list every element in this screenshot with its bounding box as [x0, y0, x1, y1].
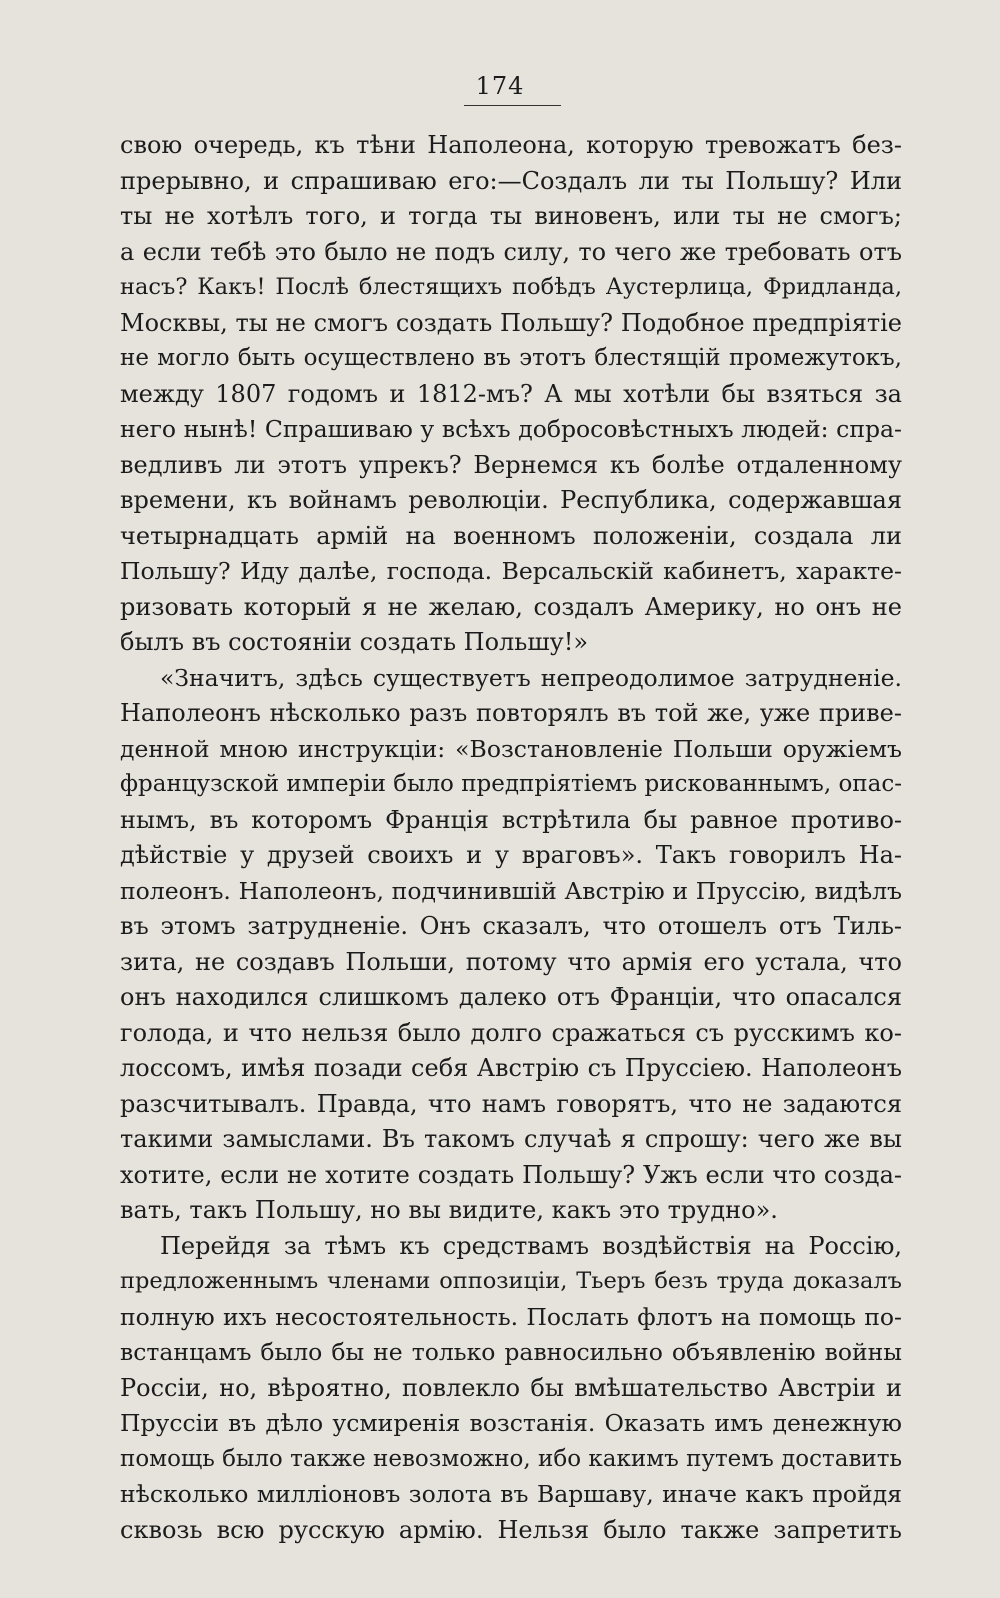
text-line: ризовать который я не желаю, создалъ Америку, но онъ не [120, 592, 902, 621]
text-line: ведливъ ли этотъ упрекъ? Вернемся къ болѣе отдаленному [120, 450, 902, 479]
text-line: между 1807 годомъ и 1812-мъ? А мы хотѣли бы взяться за [120, 379, 902, 408]
body-text [120, 128, 902, 1548]
text-line: голода, и что нельзя было долго сражаться съ русскимъ ко- [120, 1018, 902, 1047]
text-line: него нынѣ! Спрашиваю у всѣхъ добросовѣстныхъ людей: спра- [120, 415, 902, 443]
text-line: дѣйствіе у друзей своихъ и у враговъ». Такъ говорилъ На- [120, 841, 902, 869]
text-line: не могло быть осуществлено въ этотъ блестящій промежутокъ, [120, 345, 902, 371]
text-line: разсчитывалъ. Правда, что намъ говорятъ, что не задаются [120, 1089, 902, 1118]
text-line: хотите, если не хотите создать Польшу? Ужъ если что созда- [120, 1160, 902, 1189]
text-line: встанцамъ было бы не только равносильно объявленію войны [120, 1338, 902, 1366]
text-line: предложеннымъ членами оппозиціи, Тьеръ безъ труда доказалъ [120, 1268, 902, 1294]
text-line: четырнадцать армій на военномъ положеніи, создала ли [120, 521, 902, 550]
text-line: Польшу? Иду далѣе, господа. Версальскій кабинетъ, характе- [120, 557, 902, 585]
text-line: въ этомъ затрудненіе. Онъ сказалъ, что отошелъ отъ Тиль- [120, 912, 902, 940]
text-line: французской имперіи было предпріятіемъ рискованнымъ, опас- [120, 771, 902, 797]
text-line: времени, къ войнамъ революціи. Республика, содержавшая [120, 486, 902, 514]
text-line: денной мною инструкціи: «Возстановленіе Польши оружіемъ [120, 734, 902, 763]
text-line: сквозь всю русскую армію. Нельзя было также запретить [120, 1515, 902, 1544]
text-line: свою очередь, къ тѣни Наполеона, которую тревожатъ без- [120, 131, 902, 159]
text-line: былъ въ состояніи создать Польшу!» [120, 628, 589, 656]
text-line: а если тебѣ это было не подъ силу, то чего же требовать отъ [120, 237, 902, 266]
page-number: 174 [475, 72, 525, 100]
text-line: насъ? Какъ! Послѣ блестящихъ побѣдъ Аустерлица, Фридланда, [120, 274, 902, 300]
text-line: такими замыслами. Въ такомъ случаѣ я спрошу: чего же вы [120, 1125, 902, 1153]
text-line: нымъ, въ которомъ Франція встрѣтила бы равное противо- [120, 805, 902, 834]
text-line: Наполеонъ нѣсколько разъ повторялъ въ той же, уже приве- [120, 699, 902, 727]
text-line: вать, такъ Польшу, но вы видите, какъ это трудно». [120, 1196, 778, 1224]
text-line: лоссомъ, имѣя позади себя Австрію съ Пруссіею. Наполеонъ [120, 1054, 902, 1082]
text-line: полную ихъ несостоятельность. Послать флотъ на помощь по- [120, 1302, 902, 1331]
text-line: нѣсколько милліоновъ золота въ Варшаву, иначе какъ пройдя [120, 1480, 902, 1508]
text-line: полеонъ. Наполеонъ, подчинившій Австрію и Пруссію, видѣлъ [120, 876, 902, 905]
text-line: Россіи, но, вѣроятно, повлекло бы вмѣшательство Австріи и [120, 1373, 902, 1402]
text-line: «Значитъ, здѣсь существуетъ непреодолимое затрудненіе. [160, 663, 902, 692]
text-line: прерывно, и спрашиваю его:—Создалъ ли ты Польшу? Или [120, 166, 902, 195]
text-line: онъ находился слишкомъ далеко отъ Франціи, что опасался [120, 983, 902, 1011]
text-line: помощь было также невозможно, ибо какимъ путемъ доставить [120, 1445, 902, 1472]
text-line: ты не хотѣлъ того, и тогда ты виновенъ, или ты не смогъ; [120, 202, 902, 230]
page-number-rule [464, 105, 561, 106]
text-line: зита, не создавъ Польши, потому что армія его устала, что [120, 947, 902, 976]
text-line: Пруссіи въ дѣло усмиренія возстанія. Оказать имъ денежную [120, 1409, 902, 1437]
text-line: Москвы, ты не смогъ создать Польшу? Подобное предпріятіе [120, 308, 902, 337]
text-line: Перейдя за тѣмъ къ средствамъ воздѣйствія на Россію, [160, 1231, 902, 1260]
